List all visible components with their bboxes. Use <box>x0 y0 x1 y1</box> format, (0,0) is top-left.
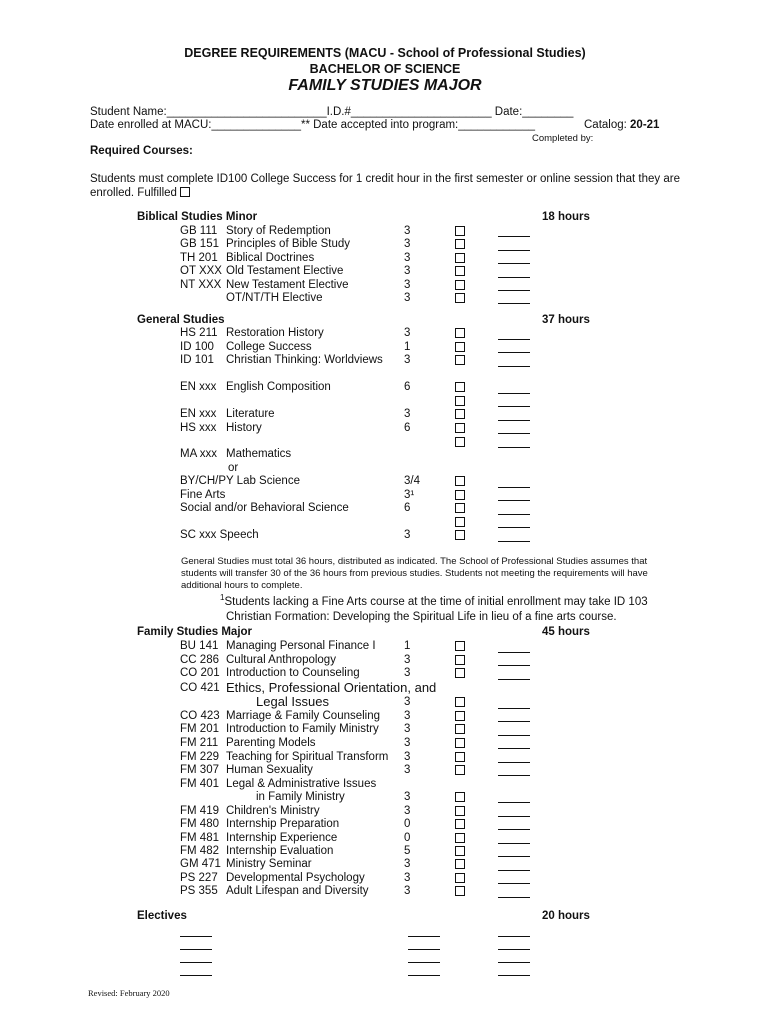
completion-checkbox[interactable] <box>455 476 465 486</box>
completion-checkbox[interactable] <box>455 859 465 869</box>
grade-line[interactable] <box>498 870 530 871</box>
course-code: FM 481 <box>180 832 219 844</box>
course-code: CO 421 <box>180 682 220 694</box>
general-studies-note: General Studies must total 36 hours, distributed as indicated. The School of Professional Studies assumes that students will transfer 30 of the 36 hours from previous studies. Students not meeting the requirements will have additional hours to complete. <box>181 556 648 591</box>
course-hours: 5 <box>404 845 411 857</box>
course-hours: 3 <box>404 667 411 679</box>
section-title-biblical: Biblical Studies Minor <box>137 211 258 223</box>
grade-line[interactable] <box>498 665 530 666</box>
completion-checkbox[interactable] <box>455 226 465 236</box>
course-hours: 3 <box>404 805 411 817</box>
course-code: CO 423 <box>180 710 220 722</box>
course-code: TH 201 <box>180 252 218 264</box>
course-name: Parenting Models <box>226 737 316 749</box>
course-code: HS 211 <box>180 327 218 339</box>
completion-checkbox[interactable] <box>455 328 465 338</box>
course-name: Ethics, Professional Orientation, and <box>226 680 437 695</box>
completion-checkbox[interactable] <box>455 668 465 678</box>
course-name: Biblical Doctrines <box>226 252 315 264</box>
grade-line[interactable] <box>498 762 530 763</box>
course-hours: 3 <box>404 292 411 304</box>
completion-checkbox[interactable] <box>455 490 465 500</box>
completion-checkbox[interactable] <box>455 765 465 775</box>
course-name: Literature <box>226 408 275 420</box>
course-name: Adult Lifespan and Diversity <box>226 885 369 897</box>
course-hours: 1 <box>404 341 411 353</box>
id100-note: Students must complete ID100 College Success for 1 credit hour in the first semester or online session that they are enrolled. Fulfilled <box>90 173 680 199</box>
grade-line[interactable] <box>498 500 530 501</box>
completion-checkbox[interactable] <box>455 280 465 290</box>
course-hours: 3 <box>404 723 411 735</box>
grade-line[interactable] <box>498 652 530 653</box>
completion-checkbox[interactable] <box>455 266 465 276</box>
grade-line[interactable] <box>498 514 530 515</box>
degree-title: BACHELOR OF SCIENCE <box>309 62 461 76</box>
course-hours: 6 <box>404 502 411 514</box>
section-hours-general: 37 hours <box>542 314 590 326</box>
completion-checkbox[interactable] <box>455 738 465 748</box>
course-hours: 3 <box>404 354 411 366</box>
course-code: MA xxx <box>180 448 218 460</box>
completion-checkbox[interactable] <box>455 423 465 433</box>
required-courses-heading: Required Courses: <box>90 145 193 157</box>
completion-checkbox[interactable] <box>455 517 465 527</box>
grade-line[interactable] <box>498 679 530 680</box>
grade-line[interactable] <box>498 856 530 857</box>
course-name: Cultural Anthropology <box>226 654 336 666</box>
course-name: Internship Evaluation <box>226 845 334 857</box>
course-name: Human Sexuality <box>226 764 313 776</box>
completion-checkbox[interactable] <box>455 655 465 665</box>
grade-line[interactable] <box>498 290 530 291</box>
completion-checkbox[interactable] <box>455 697 465 707</box>
grade-line[interactable] <box>498 352 530 353</box>
course-code: PS 355 <box>180 885 218 897</box>
grade-line[interactable] <box>498 250 530 251</box>
course-code: EN xxx <box>180 381 217 393</box>
grade-line[interactable] <box>498 263 530 264</box>
course-code: BY/CH/PY Lab Science <box>180 475 300 487</box>
grade-line[interactable] <box>498 339 530 340</box>
course-name: Internship Preparation <box>226 818 340 830</box>
grade-line[interactable] <box>408 975 440 976</box>
section-title-general: General Studies <box>137 314 225 326</box>
grade-line[interactable] <box>408 949 440 950</box>
grade-line[interactable] <box>498 962 530 963</box>
course-code: PS 227 <box>180 872 218 884</box>
student-info-row[interactable]: Student Name:_________________________I.D.#______________________ Date:________ <box>90 106 574 118</box>
footnote-mark: 1 <box>220 593 225 602</box>
course-name: Mathematics <box>226 448 292 460</box>
completion-checkbox[interactable] <box>455 409 465 419</box>
grade-line[interactable] <box>498 447 530 448</box>
course-name: OT/NT/TH Elective <box>226 292 323 304</box>
grade-line[interactable] <box>498 393 530 394</box>
course-code: FM 201 <box>180 723 219 735</box>
completion-checkbox[interactable] <box>455 253 465 263</box>
grade-line[interactable] <box>498 949 530 950</box>
course-hours: 3/4 <box>404 475 420 487</box>
completion-checkbox[interactable] <box>455 382 465 392</box>
grade-line[interactable] <box>498 721 530 722</box>
course-hours: 0 <box>404 818 411 830</box>
course-name: Ministry Seminar <box>226 858 312 870</box>
course-hours: 0 <box>404 832 411 844</box>
completion-checkbox[interactable] <box>455 239 465 249</box>
course-name: Old Testament Elective <box>226 265 344 277</box>
course-name: Legal Issues <box>256 694 329 709</box>
course-name: New Testament Elective <box>226 279 349 291</box>
completion-checkbox[interactable] <box>455 396 465 406</box>
course-name: Teaching for Spiritual Transform <box>226 751 389 763</box>
course-code: Fine Arts <box>180 489 226 501</box>
course-code: ID 101 <box>180 354 214 366</box>
course-name: Restoration History <box>226 327 324 339</box>
course-code: SC xxx Speech <box>180 529 259 541</box>
grade-line[interactable] <box>498 775 530 776</box>
course-name: Children's Ministry <box>226 805 320 817</box>
catalog: Catalog: 20-21 <box>584 119 660 131</box>
grade-line[interactable] <box>498 487 530 488</box>
completion-checkbox[interactable] <box>455 806 465 816</box>
footnote: $^1$Students lacking a Fine Arts course at the time of initial enrollment may take ID 103 Christian Formation: Developing the Spiritual Life in lieu of a fine arts course. <box>220 593 648 623</box>
course-hours: 3 <box>404 529 411 541</box>
course-hours: 3 <box>404 654 411 666</box>
grade-line[interactable] <box>498 541 530 542</box>
completion-checkbox[interactable] <box>455 437 465 447</box>
course-hours: 3 <box>404 737 411 749</box>
grade-line[interactable] <box>180 975 212 976</box>
course-name: Story of Redemption <box>226 225 331 237</box>
grade-line[interactable] <box>498 303 530 304</box>
course-name: Internship Experience <box>226 832 338 844</box>
course-code: FM 419 <box>180 805 219 817</box>
section-hours-major: 45 hours <box>542 626 590 638</box>
course-hours: 3 <box>404 252 411 264</box>
completion-checkbox[interactable] <box>455 846 465 856</box>
course-code: FM 480 <box>180 818 219 830</box>
course-code: FM 401 <box>180 778 219 790</box>
course-code: NT XXX <box>180 279 222 291</box>
course-code: OT XXX <box>180 265 222 277</box>
course-hours: 3 <box>404 279 411 291</box>
completion-checkbox[interactable] <box>455 833 465 843</box>
course-hours: 6 <box>404 381 411 393</box>
course-code: BU 141 <box>180 640 219 652</box>
grade-line[interactable] <box>180 936 212 937</box>
section-hours-electives: 20 hours <box>542 910 590 922</box>
section-hours-biblical: 18 hours <box>542 211 590 223</box>
course-hours: 3 <box>404 791 411 803</box>
completion-checkbox[interactable] <box>455 819 465 829</box>
revised-date: Revised: February 2020 <box>88 988 170 998</box>
course-name: Christian Thinking: Worldviews <box>226 354 383 366</box>
completion-checkbox[interactable] <box>455 530 465 540</box>
course-code: HS xxx <box>180 422 217 434</box>
course-name: Managing Personal Finance I <box>226 640 376 652</box>
grade-line[interactable] <box>498 829 530 830</box>
course-hours: 3 <box>404 696 411 708</box>
course-code: Social and/or Behavioral Science <box>180 502 349 514</box>
course-code: GB 151 <box>180 238 219 250</box>
grade-line[interactable] <box>498 936 530 937</box>
course-name: College Success <box>226 341 312 353</box>
grade-line[interactable] <box>498 975 530 976</box>
doc-title: DEGREE REQUIREMENTS (MACU - School of Professional Studies) <box>184 46 586 60</box>
course-hours: 3 <box>404 751 411 763</box>
course-hours: 1 <box>404 640 411 652</box>
course-name: English Composition <box>226 381 331 393</box>
course-hours: 3 <box>404 225 411 237</box>
course-hours: 3 <box>404 265 411 277</box>
grade-line[interactable] <box>498 527 530 528</box>
course-hours: 3 <box>404 238 411 250</box>
grade-line[interactable] <box>498 433 530 434</box>
grade-line[interactable] <box>498 708 530 709</box>
course-hours: 6 <box>404 422 411 434</box>
fulfilled-checkbox[interactable] <box>180 187 190 197</box>
course-code: FM 229 <box>180 751 219 763</box>
course-hours: 3¹ <box>404 489 415 501</box>
course-hours: 3 <box>404 858 411 870</box>
course-code: CO 201 <box>180 667 220 679</box>
completion-checkbox[interactable] <box>455 711 465 721</box>
course-name: in Family Ministry <box>256 791 345 803</box>
grade-line[interactable] <box>498 802 530 803</box>
grade-line[interactable] <box>498 406 530 407</box>
course-code: GB 111 <box>180 225 218 237</box>
grade-line[interactable] <box>498 883 530 884</box>
grade-line[interactable] <box>498 748 530 749</box>
course-hours: 3 <box>404 408 411 420</box>
course-hours: 3 <box>404 710 411 722</box>
grade-line[interactable] <box>498 236 530 237</box>
completion-checkbox[interactable] <box>455 886 465 896</box>
grade-line[interactable] <box>498 366 530 367</box>
completion-checkbox[interactable] <box>455 355 465 365</box>
course-hours: 3 <box>404 872 411 884</box>
course-name: or <box>228 462 239 474</box>
completion-checkbox[interactable] <box>455 293 465 303</box>
course-code: EN xxx <box>180 408 217 420</box>
course-hours: 3 <box>404 764 411 776</box>
completion-checkbox[interactable] <box>455 752 465 762</box>
grade-line[interactable] <box>498 735 530 736</box>
grade-line[interactable] <box>498 277 530 278</box>
grade-line[interactable] <box>498 897 530 898</box>
grade-line[interactable] <box>408 936 440 937</box>
course-code: GM 471 <box>180 858 221 870</box>
grade-line[interactable] <box>180 949 212 950</box>
course-code: FM 482 <box>180 845 219 857</box>
course-name: Introduction to Counseling <box>226 667 360 679</box>
completion-checkbox[interactable] <box>455 641 465 651</box>
course-name: Principles of Bible Study <box>226 238 351 250</box>
course-name: Marriage & Family Counseling <box>226 710 381 722</box>
section-title-electives: Electives <box>137 910 187 922</box>
grade-line[interactable] <box>498 843 530 844</box>
course-code: CC 286 <box>180 654 219 666</box>
section-title-major: Family Studies Major <box>137 626 253 638</box>
course-hours: 3 <box>404 327 411 339</box>
grade-line[interactable] <box>180 962 212 963</box>
course-name: History <box>226 422 262 434</box>
grade-line[interactable] <box>498 420 530 421</box>
grade-line[interactable] <box>408 962 440 963</box>
enrollment-info-row[interactable]: Date enrolled at MACU:______________** Date accepted into program:____________ <box>90 119 535 131</box>
completion-checkbox[interactable] <box>455 503 465 513</box>
major-title: FAMILY STUDIES MAJOR <box>288 77 482 94</box>
grade-line[interactable] <box>498 816 530 817</box>
course-code: FM 307 <box>180 764 219 776</box>
course-name: Introduction to Family Ministry <box>226 723 379 735</box>
course-code: FM 211 <box>180 737 219 749</box>
course-name: Legal & Administrative Issues <box>226 778 377 790</box>
completion-checkbox[interactable] <box>455 724 465 734</box>
course-hours: 3 <box>404 885 411 897</box>
completion-checkbox[interactable] <box>455 873 465 883</box>
course-code: ID 100 <box>180 341 214 353</box>
completion-checkbox[interactable] <box>455 342 465 352</box>
completion-checkbox[interactable] <box>455 792 465 802</box>
course-name: Developmental Psychology <box>226 872 365 884</box>
completed-by: Completed by: <box>532 133 594 144</box>
